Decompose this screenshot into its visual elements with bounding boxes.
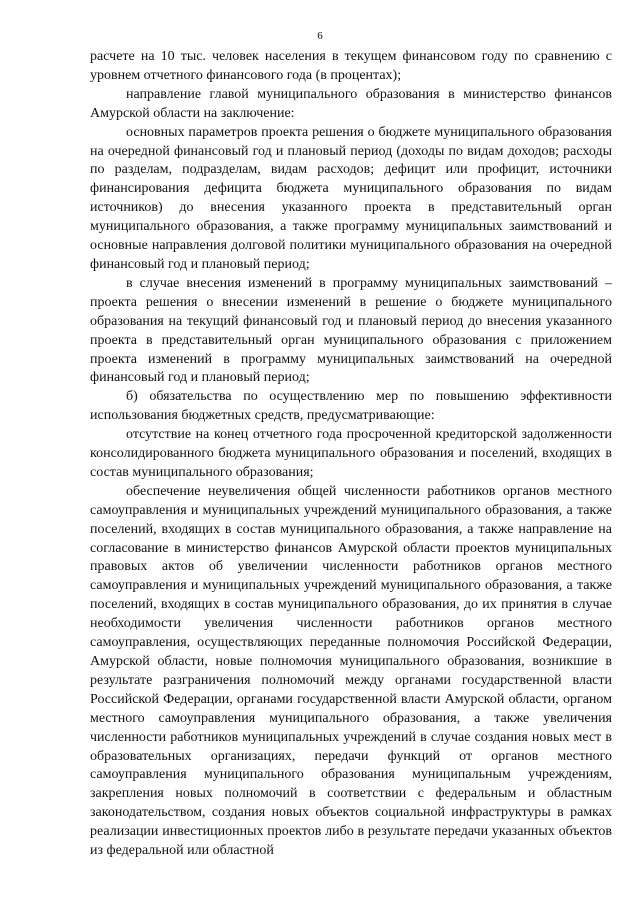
paragraph: отсутствие на конец отчетного года просроченной кредиторской задолженности консолидированного бюджета муниципального образования и поселений, входящих в состав муниципального образования; [90,427,612,480]
paragraph: в случае внесения изменений в программу муниципальных заимствований – проекта решения о внесении изменений в решение о бюджете муниципального образования на текущий финансовый год и плановый период до внесения указанного проекта в представительный орган муниципального образования с приложением проекта изменений в программу муниципальных заимствований на очередной финансовый год и плановый период; [90,275,612,386]
page-number: 6 [317,30,323,42]
paragraph: расчете на 10 тыс. человек населения в текущем финансовом году по сравнению с уровнем отчетного финансового года (в процентах); [90,49,612,83]
document-body [90,48,612,861]
paragraph: б) обязательства по осуществлению мер по повышению эффективности использования бюджетных средств, предусматривающие: [90,389,612,424]
paragraph: обеспечение неувеличения общей численности работников органов местного самоуправления и муниципальных учреждений муниципального образования, а также поселений, входящих в состав муниципального образования, а также направление на согласование в министерство финансов Амурской области проектов муниципальных правовых актов об увеличении численности работников органов местного самоуправления и муниципальных учреждений муниципального образования, а также поселений, входящих в состав муниципального образования, до их принятия в случае необходимости увеличения численности работников органов местного самоуправления, осуществляющих переданные полномочия Российской Федерации, Амурской области, новые полномочия муниципального образования, возникшие в результате разграничения полномочий между органами государственной власти Российской Федерации, органами государственной власти Амурской области, органом местного самоуправления муниципального образования, а также увеличения численности работников муниципальных учреждений в случае создания новых мест в образовательных организациях, передачи функций от органов местного самоуправления муниципального образования муниципальным учреждениям, закрепления новых полномочий в соответствии с федеральным и областным законодательством, создания новых объектов социальной инфраструктуры в рамках реализации инвестиционных проектов либо в результате передачи указанных объектов из федеральной или областной [90,483,612,859]
paragraph: направление главой муниципального образования в министерство финансов Амурской области на заключение: [90,86,612,121]
paragraph: основных параметров проекта решения о бюджете муниципального образования на очередной финансовый год и плановый период (доходы по видам доходов; расходы по разделам, подразделам, видам расходов; дефицит или профицит, источники финансирования дефицита бюджета муниципального образования по видам источников) до внесения указанного проекта в представительный орган муниципального образования, а также программу муниципальных заимствований и основные направления долговой политики муниципального образования на очередной финансовый год и плановый период; [90,124,612,272]
